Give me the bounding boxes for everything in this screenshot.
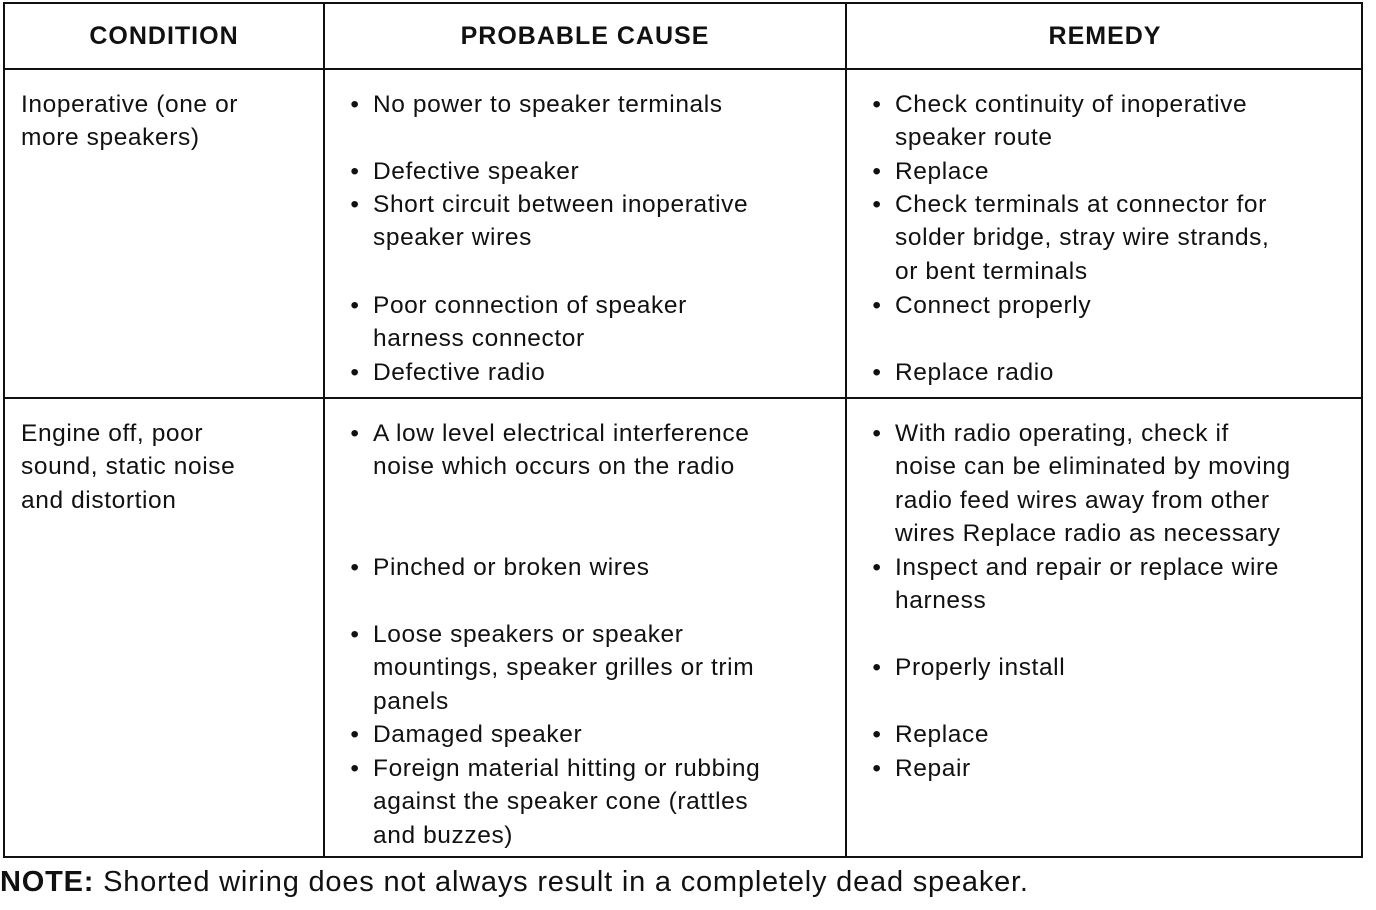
- troubleshooting-table: [3, 2, 1363, 858]
- table-header: [5, 4, 1361, 70]
- cause-item: • Defective radio: [325, 356, 545, 389]
- row-divider: [5, 397, 1361, 399]
- footnote: [0, 866, 1029, 899]
- bullet-icon: •: [350, 292, 360, 319]
- bullet-icon: •: [872, 91, 882, 118]
- cause-item: • Damaged speaker: [325, 718, 582, 751]
- remedy-item: • Replace radio: [847, 356, 1054, 389]
- header-remedy: REMEDY: [1048, 21, 1162, 50]
- header-condition: CONDITION: [89, 21, 239, 50]
- remedy-item: • Connect properly: [847, 289, 1091, 322]
- bullet-icon: •: [872, 654, 882, 681]
- cause-item: • Pinched or broken wires: [325, 551, 650, 584]
- bullet-icon: •: [350, 420, 360, 447]
- condition-line: sound, static noise: [21, 453, 236, 481]
- remedy-item: • Replace: [847, 155, 989, 188]
- bullet-icon: •: [350, 191, 360, 218]
- remedy-item: • Properly install: [847, 651, 1065, 684]
- bullet-icon: •: [872, 292, 882, 319]
- cause-item: • Short circuit between inoperative speaker wires: [325, 188, 748, 255]
- condition-cell: [21, 417, 311, 517]
- bullet-icon: •: [872, 158, 882, 185]
- remedy-item: • Repair: [847, 752, 971, 785]
- remedy-item: • Replace: [847, 718, 989, 751]
- condition-line: Inoperative (one or: [21, 91, 239, 118]
- bullet-icon: •: [350, 359, 360, 386]
- bullet-icon: •: [872, 755, 882, 782]
- remedy-item: • Inspect and repair or replace wire harness: [847, 551, 1279, 618]
- bullet-icon: •: [872, 191, 882, 218]
- bullet-icon: •: [872, 359, 882, 386]
- condition-line: more speakers): [21, 124, 200, 152]
- cause-item: • Loose speakers or speaker mountings, speaker grilles or trim panels: [325, 618, 754, 718]
- cause-item: • Poor connection of speaker harness connector: [325, 289, 687, 356]
- remedy-item: • Check continuity of inoperative speaker route: [847, 88, 1247, 155]
- condition-cell: [21, 88, 311, 155]
- bullet-icon: •: [872, 554, 882, 581]
- cause-item: • Foreign material hitting or rubbing against the speaker cone (rattles and buzzes): [325, 752, 760, 852]
- remedy-item: • Check terminals at connector for solder bridge, stray wire strands, or bent terminals: [847, 188, 1269, 288]
- cause-item: • A low level electrical interference noise which occurs on the radio: [325, 417, 749, 484]
- bullet-icon: •: [350, 554, 360, 581]
- bullet-icon: •: [350, 158, 360, 185]
- note-label: NOTE:: [0, 866, 95, 898]
- condition-line: Engine off, poor: [21, 420, 204, 447]
- bullet-icon: •: [350, 91, 360, 118]
- header-probable-cause: PROBABLE CAUSE: [460, 21, 710, 50]
- bullet-icon: •: [350, 721, 360, 748]
- note-text: Shorted wiring does not always result in a completely dead speaker.: [94, 866, 1029, 898]
- bullet-icon: •: [872, 721, 882, 748]
- remedy-item: • With radio operating, check if noise can be eliminated by moving radio feed wires away from other wires Replace radio as necessary: [847, 417, 1291, 551]
- bullet-icon: •: [872, 420, 882, 447]
- condition-line: and distortion: [21, 486, 177, 514]
- cause-item: • No power to speaker terminals: [325, 88, 723, 121]
- bullet-icon: •: [350, 621, 360, 648]
- cause-item: • Defective speaker: [325, 155, 579, 188]
- bullet-icon: •: [350, 755, 360, 782]
